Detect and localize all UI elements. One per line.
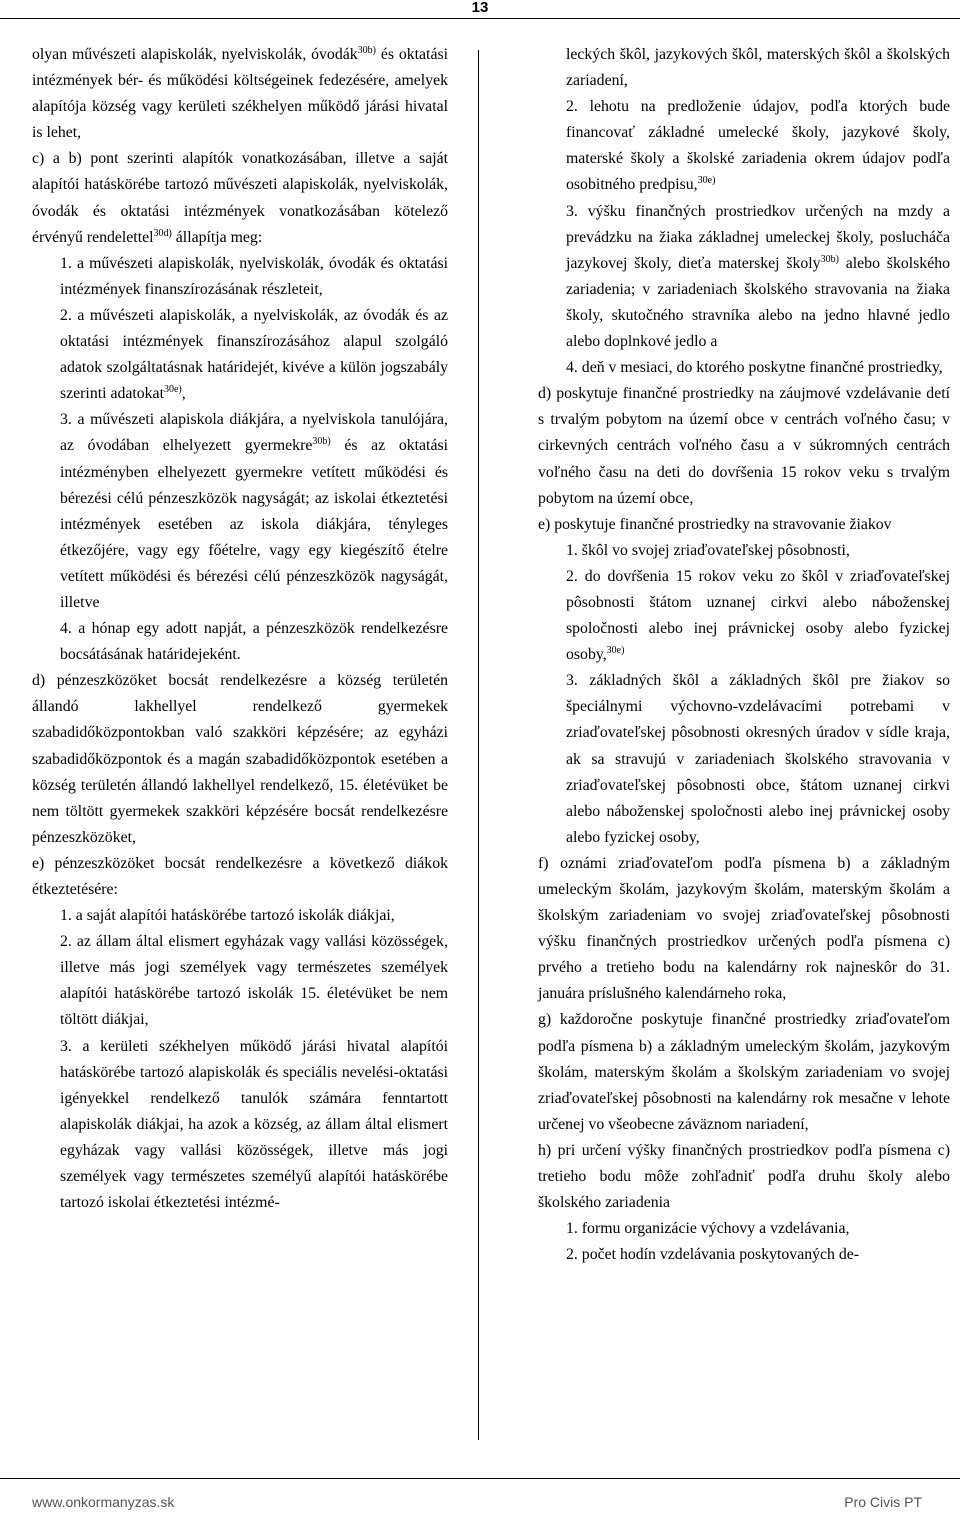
paragraph-text: leckých škôl, jazykových škôl, materských škôl a školských zariadení, — [566, 46, 950, 90]
paragraph-text: 2. do dovŕšenia 15 rokov veku zo škôl v zriaďovateľskej pôsobnosti štátom uznanej cirkvi alebo náboženskej spoločnosti alebo inej právnickej osoby alebo fyzickej osoby, — [566, 567, 950, 664]
paragraph-text-continued: és oktatási intézmények bér- és működési költségeinek fedezésére, amelyek alapítója község vagy kerületi székhelyen működő járási hivatal is lehet, — [32, 46, 448, 142]
right-column-paragraph — [538, 1242, 950, 1268]
left-column-paragraph — [32, 903, 448, 929]
paragraph-text: h) pri určení výšky finančných prostriedkov podľa písmena c) tretieho bodu môže zohľadniť podľa druhu školy alebo školského zariadenia — [538, 1141, 950, 1212]
right-column-paragraph — [538, 1138, 950, 1216]
left-column-paragraph — [32, 146, 448, 250]
paragraph-text: 3. výšku finančných prostriedkov určených na mzdy a prevádzku na žiaka základnej umeleckej školy, poslucháča jazykovej školy, dieťa materskej školy — [566, 202, 950, 272]
paragraph-text: 2. počet hodín vzdelávania poskytovaných de- — [566, 1246, 860, 1264]
paragraph-text: 4. deň v mesiaci, do ktorého poskytne finančné prostriedky, — [566, 359, 943, 377]
footnote-reference: 30e) — [697, 175, 716, 187]
paragraph-text-continued: állapítja meg: — [171, 228, 263, 246]
right-column-paragraph — [538, 42, 950, 94]
left-column-paragraph — [32, 929, 448, 1033]
left-column-paragraph — [32, 251, 448, 303]
paragraph-text: 2. lehotu na predloženie údajov, podľa ktorých bude financovať základné umelecké školy, jazykové školy, materské školy a školské zariadenia okrem údajov podľa osobitného predpisu, — [566, 98, 950, 194]
column-divider — [478, 50, 479, 1440]
footer-publisher: Pro Civis PT — [844, 1494, 922, 1510]
footnote-reference: 30b) — [312, 436, 331, 448]
paragraph-text: 1. a művészeti alapiskolák, nyelviskolák, óvodák és oktatási intézmények finanszírozásának részleteit, — [60, 254, 448, 298]
left-column-hungarian — [32, 42, 448, 1216]
footnote-reference: 30b) — [820, 253, 839, 265]
paragraph-text: 3. základných škôl a základných škôl pre žiakov so špeciálnymi výchovno-vzdelávacími potrebami v zriaďovateľskej pôsobnosti okresných úradov v sídle kraja, ak sa stravujú v zariadeniach školského stravovania v zriaďovateľskej pôsobnosti obce, štátom uznanej cirkvi alebo náboženskej spoločnosti alebo inej právnickej osoby alebo fyzickej osoby, — [566, 672, 950, 846]
right-column-paragraph — [538, 851, 950, 1008]
left-column-paragraph — [32, 407, 448, 616]
footer-rule — [0, 1478, 960, 1479]
paragraph-text: c) a b) pont szerinti alapítók vonatkozásában, illetve a saját alapítói hatáskörébe tartozó művészeti alapiskolák, nyelviskolák, óvodák és oktatási intézmények vonatkozásában kötelező érvényű rendelettel — [32, 150, 448, 246]
right-column-paragraph — [538, 199, 950, 356]
paragraph-text: 1. formu organizácie výchovy a vzdelávania, — [566, 1220, 850, 1238]
paragraph-text: 1. škôl vo svojej zriaďovateľskej pôsobnosti, — [566, 541, 850, 559]
paragraph-text: 2. az állam által elismert egyházak vagy vallási közösségek, illetve más jogi személyek vagy természetes személyek alapítói hatáskörébe tartozó iskolák 15. életévüket be nem töltött diákjai, — [60, 933, 448, 1029]
paragraph-text: 1. a saját alapítói hatáskörébe tartozó iskolák diákjai, — [60, 907, 395, 925]
paragraph-text: 4. a hónap egy adott napját, a pénzeszközök rendelkezésre bocsátásának határidejeként. — [60, 620, 448, 664]
paragraph-text: olyan művészeti alapiskolák, nyelviskolák, óvodák — [32, 46, 358, 63]
left-column-paragraph — [32, 616, 448, 668]
left-column-paragraph — [32, 1034, 448, 1217]
right-column-paragraph — [538, 538, 950, 564]
right-column-paragraph — [538, 1216, 950, 1242]
paragraph-text-continued: és az oktatási intézményben elhelyezett gyermekre vetített működési és bérezési célú pénzeszközök nagyságát; az iskolai étkeztetési intézmények esetében az iskola diákjára, tényleges étkezőjére, vagy egy főételre, vagy egy kiegészítő ételre vetített működési és bérezési célú pénzeszközök nagyságát, illetve — [60, 437, 448, 611]
left-column-paragraph — [32, 303, 448, 407]
paragraph-text: e) poskytuje finančné prostriedky na stravovanie žiakov — [538, 515, 892, 533]
right-column-paragraph — [538, 512, 950, 538]
paragraph-text: 3. a művészeti alapiskola diákjára, a nyelviskola tanulójára, az óvodában elhelyezett gyermekre — [60, 411, 448, 455]
paragraph-text: d) poskytuje finančné prostriedky na záujmové vzdelávanie detí s trvalým pobytom na území obce v centrách voľného času; v cirkevných centrách voľného času a v súkromných centrách voľného času na deti do dovŕšenia 15 rokov veku s trvalým pobytom na území obce, — [538, 385, 950, 507]
right-column-paragraph — [538, 668, 950, 851]
footer-website: www.onkormanyzas.sk — [32, 1494, 175, 1510]
paragraph-text: e) pénzeszközöket bocsát rendelkezésre a következő diákok étkeztetésére: — [32, 854, 448, 898]
footnote-reference: 30e) — [606, 645, 625, 657]
footnote-reference: 30b) — [357, 45, 376, 56]
right-column-paragraph — [538, 564, 950, 668]
paragraph-text: f) oznámi zriaďovateľom podľa písmena b) a základným umeleckým školám, jazykovým školám, materským školám a školským zariadeniam vo svojej zriaďovateľskej pôsobnosti výšku finančných prostriedkov určených podľa písmena c) prvého a tretieho bodu na kalendárny rok najneskôr do 31. januára príslušného kalendárneho roka, — [538, 854, 950, 1003]
paragraph-text: 3. a kerületi székhelyen működő járási hivatal alapítói hatáskörébe tartozó alapiskolák és speciális nevelési-oktatási igényekkel rendelkező tanulók számára fenntartott alapiskolák diákjai, ha azok a község, az állam által elismert egyházak vagy vallási közösségek, illetve más jogi személyek vagy természetes személyű alapítói hatáskörébe tartozó iskolai étkeztetési intézmé- — [60, 1037, 448, 1212]
header-rule — [0, 18, 960, 19]
left-column-paragraph — [32, 851, 448, 903]
paragraph-text: d) pénzeszközöket bocsát rendelkezésre a község területén állandó lakhellyel rendelkező gyermekek szabadidőközpontokban való szakköri képzésére; az egyházi szabadidőközpontok és a magán szabadidőközpontok esetében a község területén állandó lakhellyel rendelkező, 15. életévüket be nem töltött gyermekek szakköri képzésére bocsát rendelkezésre pénzeszközöket, — [32, 672, 448, 846]
paragraph-text: 2. a művészeti alapiskolák, a nyelviskolák, az óvodák és az oktatási intézmények finanszírozásához alapul szolgáló adatok szolgáltatásnak határidejét, kivéve a külön jogszabály szerinti adatokat — [60, 306, 448, 403]
footnote-reference: 30e) — [163, 384, 182, 396]
footnote-reference: 30d) — [153, 227, 172, 239]
right-column-paragraph — [538, 1007, 950, 1137]
right-column-paragraph — [538, 94, 950, 198]
page-number: 13 — [471, 0, 489, 16]
paragraph-text: g) každoročne poskytuje finančné prostriedky zriaďovateľom podľa písmena b) a základným umeleckým školám, jazykovým školám, materským školám a školským zariadeniam vo svojej zriaďovateľskej pôsobnosti na kalendárny rok mesačne v lehote určenej vo všeobecne záväznom nariadení, — [538, 1011, 950, 1133]
paragraph-text-continued: alebo školského zariadenia; v zariadeniach školského stravovania na žiaka školy, skutočného stravníka alebo na jedno hlavné jedlo alebo doplnkové jedlo a — [566, 254, 950, 351]
right-column-paragraph — [538, 355, 950, 381]
right-column-paragraph — [538, 381, 950, 511]
right-column-slovak — [538, 42, 950, 1268]
left-column-paragraph — [32, 668, 448, 851]
paragraph-text-continued: , — [181, 385, 186, 403]
left-column-paragraph — [32, 42, 448, 146]
